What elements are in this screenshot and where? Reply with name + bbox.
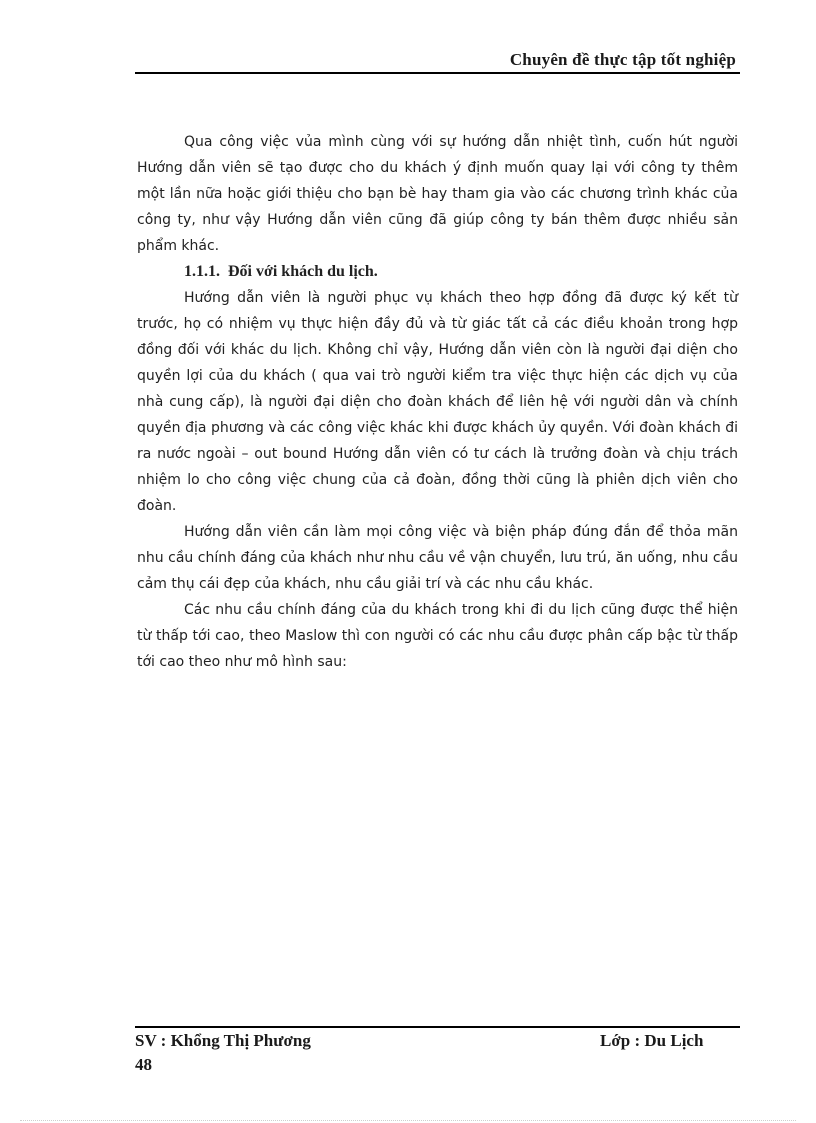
section-heading-number: 1.1.1.	[184, 263, 220, 280]
paragraph-1: Qua công việc vủa mình cùng với sự hướng dẫn nhiệt tình, cuốn hút người Hướng dẫn viên sẽ tạo được cho du khách ý định muốn quay lại với công ty thêm một lần nữa hoặc giới thiệu cho bạn bè hay tham gia vào các chương trình khác của công ty, như vậy Hướng dẫn viên cũng đã giúp công ty bán thêm được nhiều sản phẩm khác.	[137, 134, 738, 254]
paragraph-4: Các nhu cầu chính đáng của du khách trong khi đi du lịch cũng được thể hiện từ thấp tới cao, theo Maslow thì con người có các nhu cầu được phân cấp bậc từ thấp tới cao theo như mô hình sau:	[137, 602, 738, 670]
section-heading-text: Đối với khách du lịch.	[228, 263, 378, 280]
document-header-title: Chuyên đề thực tập tốt nghiệp	[509, 50, 736, 69]
footer-class-name: Lớp : Du Lịch	[600, 1031, 704, 1050]
header-divider	[135, 72, 740, 74]
document-body	[137, 129, 738, 675]
footer-student-name: SV : Khổng Thị Phương	[135, 1031, 311, 1050]
page-number: 48	[135, 1055, 152, 1074]
footer-divider	[135, 1026, 740, 1028]
page-bottom-border	[20, 1120, 796, 1121]
paragraph-3: Hướng dẫn viên cần làm mọi công việc và biện pháp đúng đắn để thỏa mãn nhu cầu chính đáng của khách như nhu cầu về vận chuyển, lưu trú, ăn uống, nhu cầu cảm thụ cái đẹp của khách, nhu cầu giải trí và các nhu cầu khác.	[137, 524, 738, 592]
section-heading	[137, 259, 738, 285]
paragraph-2: Hướng dẫn viên là người phục vụ khách theo hợp đồng đã được ký kết từ trước, họ có nhiệm vụ thực hiện đầy đủ và từ giác tất cả các điều khoản trong hợp đồng đối với khác du lịch. Không chỉ vậy, Hướng dẫn viên còn là người đại diện cho quyền lợi của du khách ( qua vai trò người kiểm tra việc thực hiện các dịch vụ của nhà cung cấp), là người đại diện cho đoàn khách để liên hệ với người dân và chính quyền địa phương và các công việc khác khi được khách ủy quyền. Với đoàn khách đi ra nước ngoài – out bound Hướng dẫn viên có tư cách là trưởng đoàn và chịu trách nhiệm lo cho công việc chung của cả đoàn, đồng thời cũng là phiên dịch viên cho đoàn.	[137, 290, 738, 514]
